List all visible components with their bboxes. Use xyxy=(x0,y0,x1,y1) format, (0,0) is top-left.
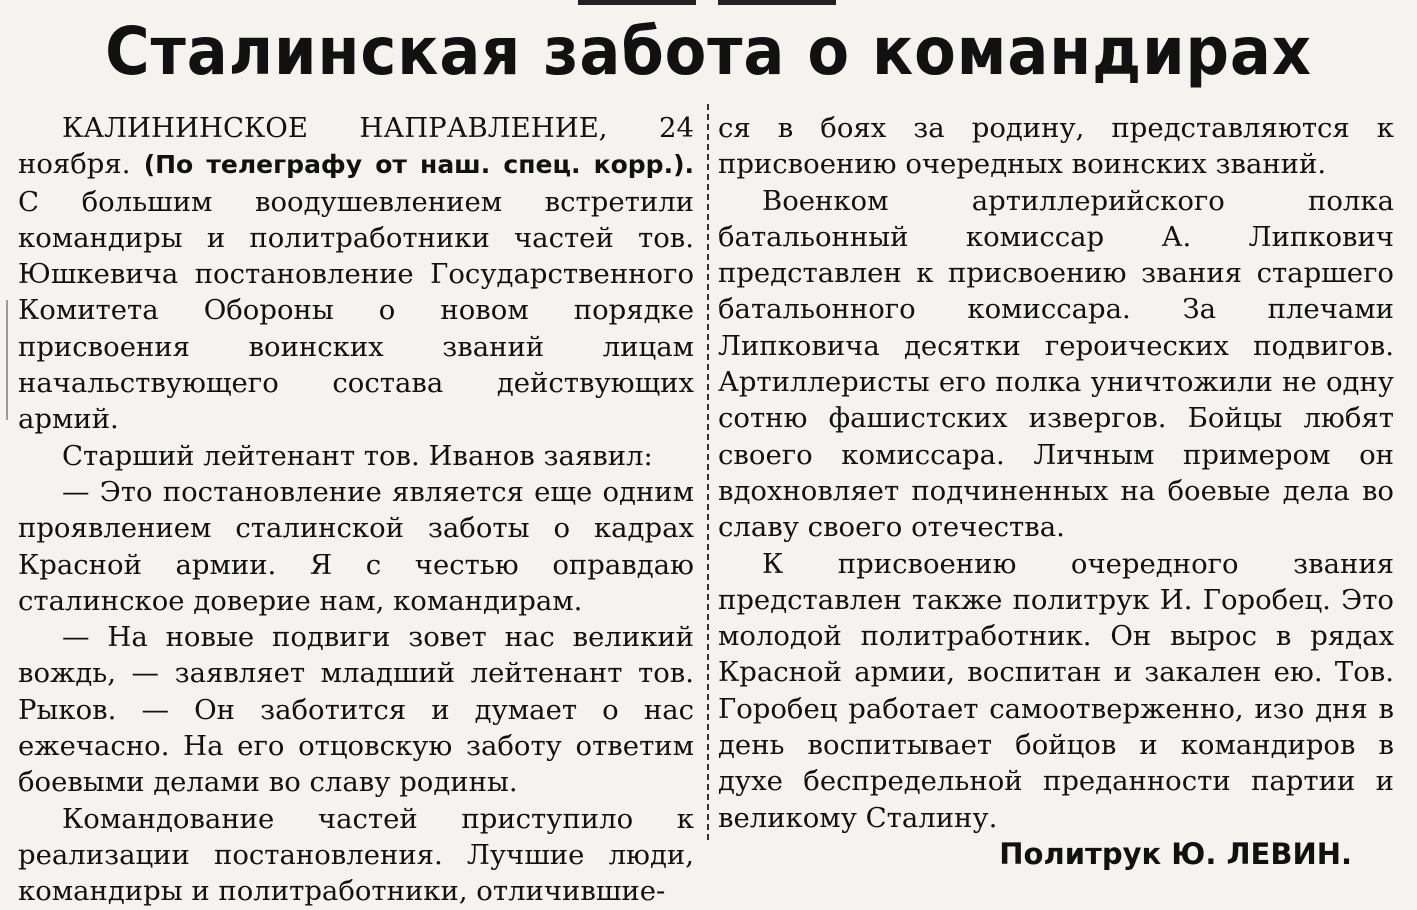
margin-mark xyxy=(6,300,8,420)
top-rule-marks xyxy=(0,0,1417,6)
column-left xyxy=(18,110,694,910)
correspondent-slug: (По телеграфу от наш. спец. корр.). xyxy=(143,150,695,180)
paragraph: Военком артиллерийского полка батальонный комиссар А. Липкович представлен к присвоению звания старшего батальонного комиссара. За плечами Липковича десятки героических подвигов. Артиллеристы его полка уничтожили не одну сотню фашистских извергов. Бойцы любят своего комиссара. Личным примером он вдохновляет подчиненных на боевые дела во славу своего отечества. xyxy=(718,184,1394,544)
paragraph: — На новые подвиги зовет нас великий вождь, — заявляет младший лейтенант тов. Рыков. — Он заботится и думает о нас ежечасно. На его отцовскую заботу ответим боевыми делами во славу родины. xyxy=(18,621,694,799)
paragraph: — Это постановление является еще одним проявлением сталинской заботы о кадрах Красной армии. Я с честью оправдаю сталинское доверие нам, командирам. xyxy=(18,475,694,617)
article-headline: Сталинская забота о командирах xyxy=(105,13,1312,90)
paragraph-continued: ся в боях за родину, представляются к присвоению очередных воинских званий. xyxy=(718,112,1394,181)
lead-paragraph xyxy=(18,110,694,438)
lead-text: С большим воодушевлением встретили командиры и политработники частей тов. Юшкевича постановление Государственного Комитета Обороны о новом порядке присвоения воинских званий лицам начальствующего состава действующих армий. xyxy=(18,185,694,436)
column-divider xyxy=(707,104,709,840)
paragraph: Старший лейтенант тов. Иванов заявил: xyxy=(62,439,653,472)
dateline: КАЛИНИНСКОЕ НАПРАВЛЕНИЕ, 24 ноября. xyxy=(18,112,694,181)
author-signature: Политрук Ю. ЛЕВИН. xyxy=(999,836,1352,871)
rule-mark xyxy=(578,0,696,5)
column-right xyxy=(718,110,1394,872)
paragraph: Командование частей приступило к реализации постановления. Лучшие люди, командиры и политработники, отличившие- xyxy=(18,802,694,908)
rule-mark xyxy=(718,0,836,5)
paragraph: К присвоению очередного звания представлен также политрук И. Горобец. Это молодой политработник. Он вырос в рядах Красной армии, воспитан и закален ею. Тов. Горобец работает самоотверженно, изо дня в день воспитывает бойцов и командиров в духе беспредельной преданности партии и великому Сталину. xyxy=(718,547,1394,834)
